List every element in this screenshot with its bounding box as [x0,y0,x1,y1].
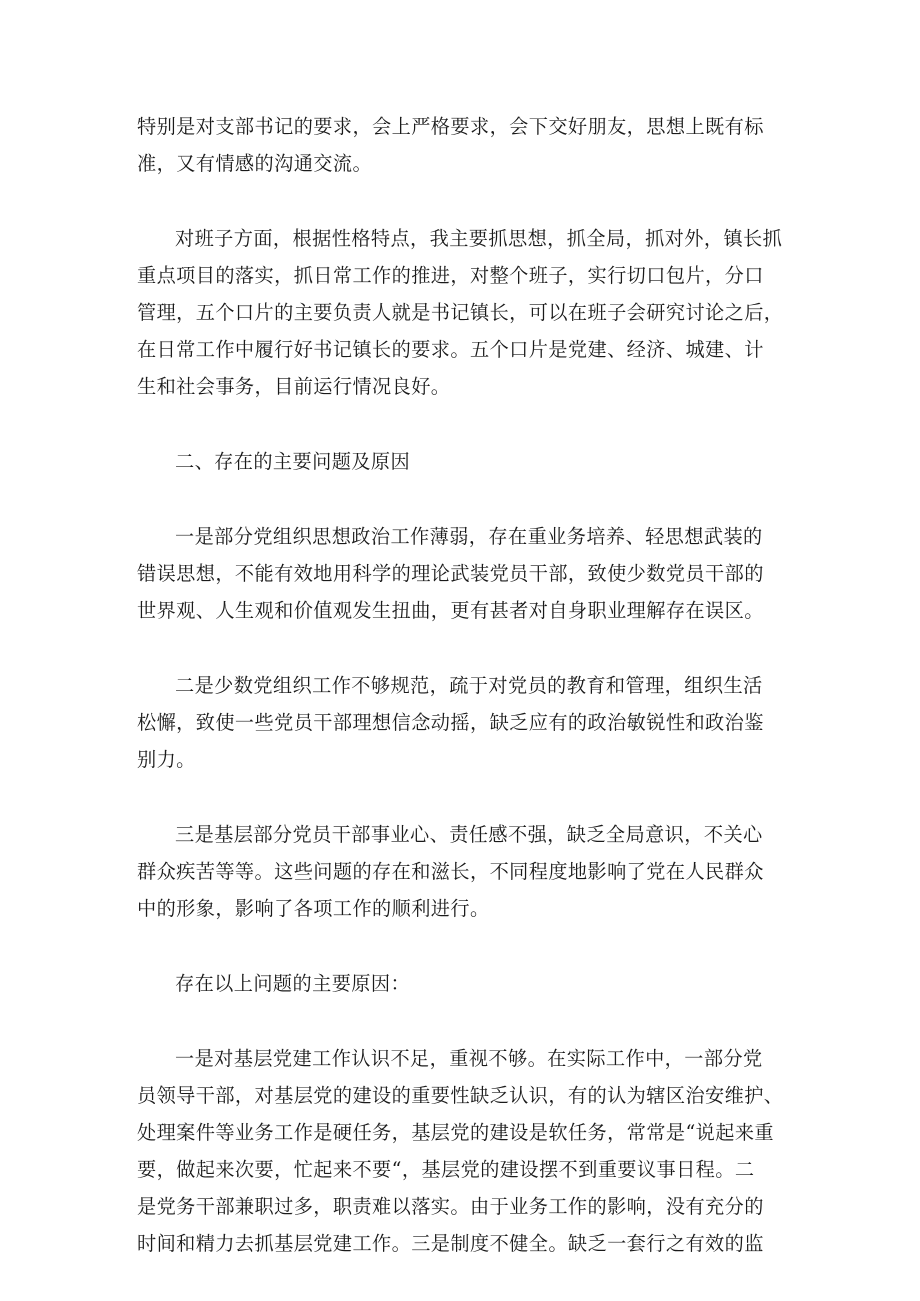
text-line: 管理，五个口片的主要负责人就是书记镇长，可以在班子会研究讨论之后， [137,301,784,324]
text-line: 处理案件等业务工作是硬任务，基层党的建设是软任务，常常是“说起来重 [137,1121,775,1144]
text-line: 一是部分党组织思想政治工作薄弱，存在重业务培养、轻思想武装的 [175,525,763,548]
text-line: 存在以上问题的主要原因： [175,972,411,995]
text-line: 是党务干部兼职过多，职责难以落实。由于业务工作的影响，没有充分的 [137,1195,764,1218]
text-line: 在日常工作中履行好书记镇长的要求。五个口片是党建、经济、城建、计 [137,338,764,361]
text-line: 错误思想，不能有效地用科学的理论武装党员干部，致使少数党员干部的 [137,562,764,585]
paragraph-8 [137,1040,785,1262]
text-line: 一是对基层党建工作认识不足，重视不够。在实际工作中，一部分党 [175,1047,763,1070]
text-line: 世界观、人生观和价值观发生扭曲，更有甚者对自身职业理解存在误区。 [137,599,764,622]
paragraph-1 [137,108,785,182]
paragraph-5 [137,667,785,778]
text-line: 对班子方面，根据性格特点，我主要抓思想，抓全局，抓对外，镇长抓 [175,227,783,250]
text-line: 时间和精力去抓基层党建工作。三是制度不健全。缺乏一套行之有效的监 [137,1232,764,1255]
paragraph-6 [137,816,785,927]
text-line: 三是基层部分党员干部事业心、责任感不强，缺乏全局意识，不关心 [175,823,763,846]
text-line: 准，又有情感的沟通交流。 [137,152,373,175]
document-body [137,108,785,1300]
text-line: 生和社会事务，目前运行情况良好。 [137,375,451,398]
text-line: 中的形象，影响了各项工作的顺利进行。 [137,897,490,920]
text-line: 特别是对支部书记的要求，会上严格要求，会下交好朋友，思想上既有标 [137,115,764,138]
text-line: 群众疾苦等等。这些问题的存在和滋长，不同程度地影响了党在人民群众 [137,860,764,883]
text-line: 要，做起来次要，忙起来不要“，基层党的建设摆不到重要议事日程。二 [137,1158,755,1181]
text-line: 重点项目的落实，抓日常工作的推进，对整个班子，实行切口包片，分口 [137,264,764,287]
paragraph-4 [137,518,785,629]
text-line: 别力。 [137,748,196,771]
text-line: 员领导干部，对基层党的建设的重要性缺乏认识，有的认为辖区治安维护、 [137,1084,784,1107]
section-heading [137,443,785,480]
text-line: 松懈，致使一些党员干部理想信念动摇，缺乏应有的政治敏锐性和政治鉴 [137,711,764,734]
paragraph-2 [137,220,785,405]
paragraph-7 [137,965,785,1002]
heading-line: 二、存在的主要问题及原因 [175,450,411,473]
text-line: 二是少数党组织工作不够规范，疏于对党员的教育和管理，组织生活 [175,674,763,697]
